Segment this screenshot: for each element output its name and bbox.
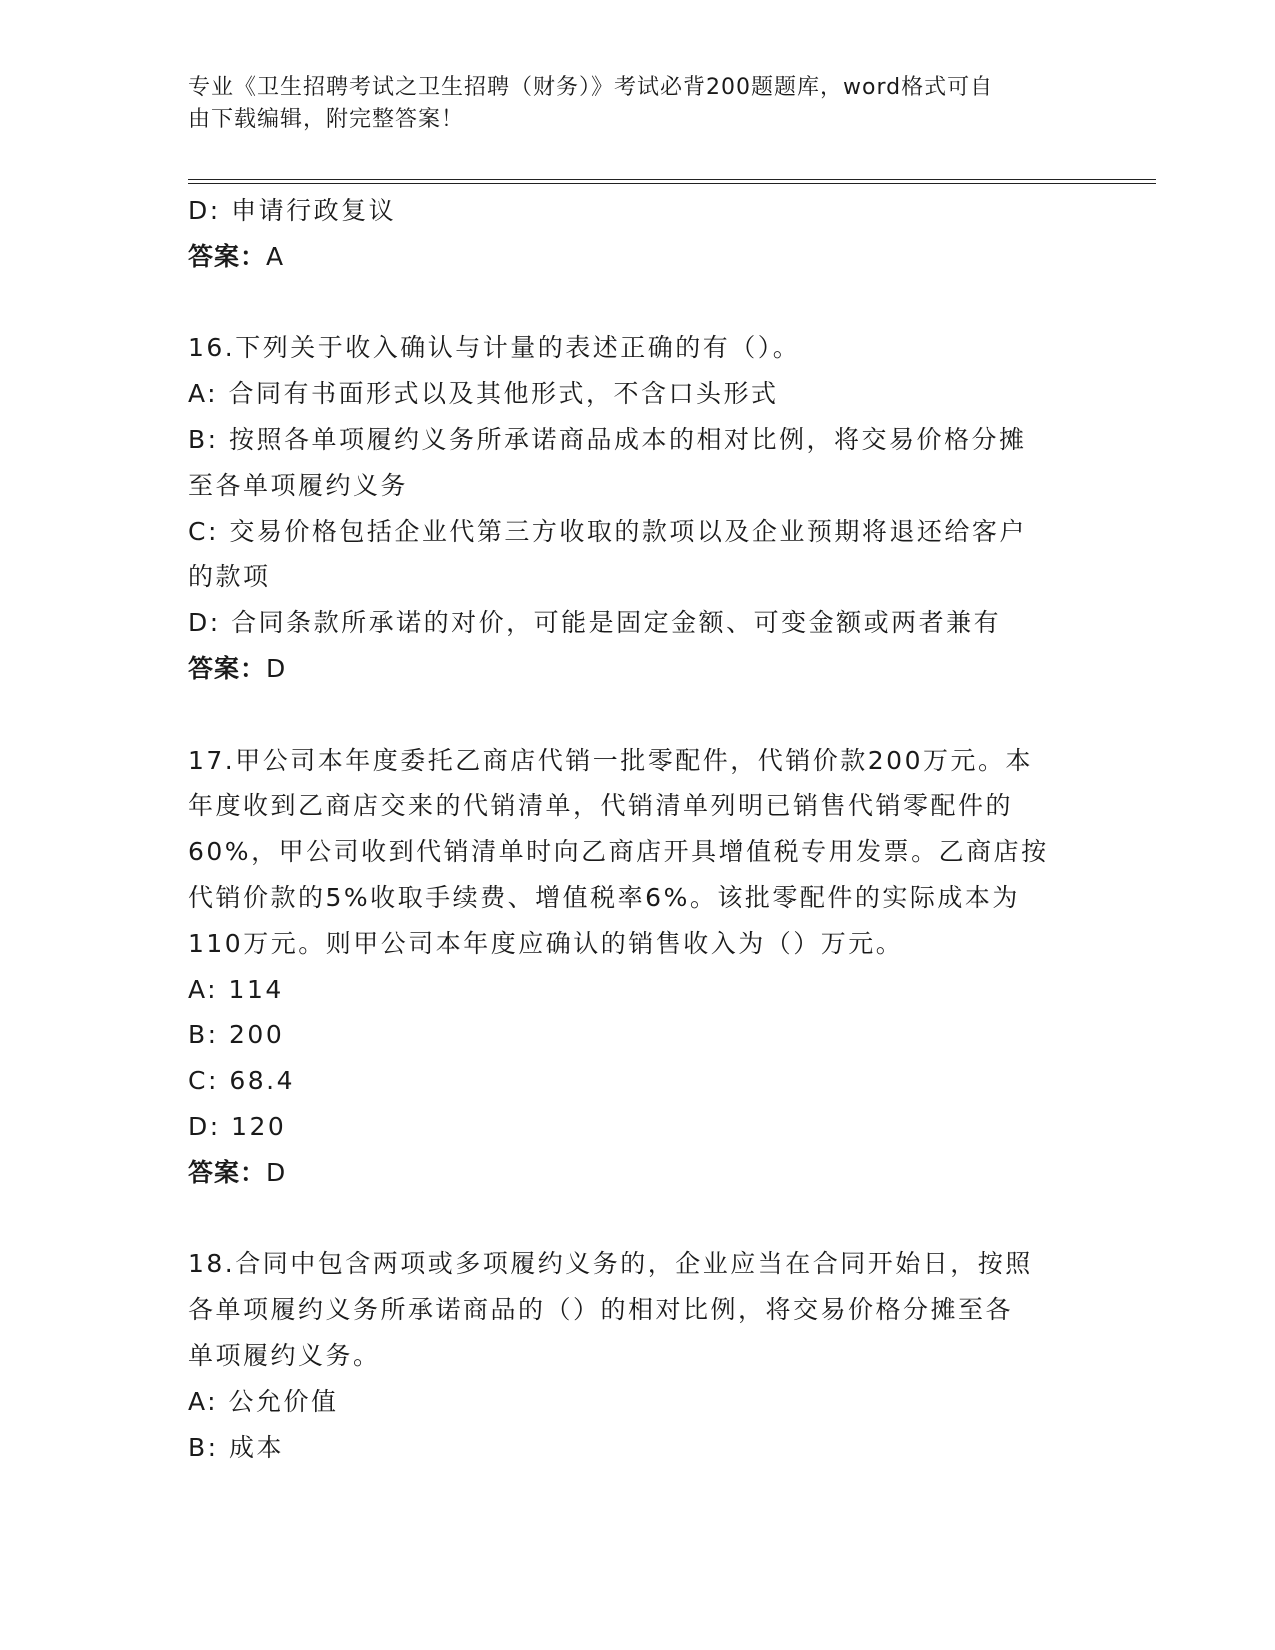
answer-value: D [266,1157,287,1187]
answer-value: D [266,653,287,683]
option-b-continued: 至各单项履约义务 [188,470,409,500]
question-stem-continued: 60%，甲公司收到代销清单时向乙商店开具增值税专用发票。乙商店按 [188,837,1049,867]
spacer [188,692,1068,738]
answer-line [188,646,1068,692]
option-b: B: 200 [188,1020,285,1050]
question-stem-continued: 各单项履约义务所承诺商品的（）的相对比例，将交易价格分摊至各 [188,1295,1014,1325]
answer-line [188,1150,1068,1196]
question-15-tail [188,188,1068,280]
answer-value: A [266,241,285,271]
option-d: D: 申请行政复议 [188,196,397,225]
question-17 [188,738,1068,1196]
question-stem-continued: 年度收到乙商店交来的代销清单，代销清单列明已销售代销零配件的 [188,791,1014,821]
question-stem: 16.下列关于收入确认与计量的表述正确的有（）。 [188,333,801,363]
question-18 [188,1241,1068,1470]
option-a: A: 114 [188,974,284,1004]
question-stem-continued: 代销价款的5%收取手续费、增值税率6%。该批零配件的实际成本为 [188,882,1020,912]
option-a: A: 合同有书面形式以及其他形式，不含口头形式 [188,379,779,409]
header-line-1: 专业《卫生招聘考试之卫生招聘（财务）》考试必背200题题库，word格式可自 [188,75,994,100]
answer-line [188,234,1068,280]
option-c-continued: 的款项 [188,562,271,592]
question-stem-continued: 110万元。则甲公司本年度应确认的销售收入为（）万元。 [188,928,904,958]
option-b: B: 按照各单项履约义务所承诺商品成本的相对比例，将交易价格分摊 [188,424,1027,454]
header-divider-bottom [188,183,1156,184]
answer-label: 答案： [188,1157,267,1187]
option-b: B: 成本 [188,1432,285,1462]
header-line-2: 由下载编辑，附完整答案！ [188,107,465,132]
option-d: D: 120 [188,1111,287,1141]
option-c: C: 68.4 [188,1066,295,1096]
answer-label: 答案： [188,653,267,683]
answer-label: 答案： [188,241,267,271]
header-divider-top [188,179,1156,180]
question-stem: 17.甲公司本年度委托乙商店代销一批零配件，代销价款200万元。本 [188,745,1033,775]
question-16 [188,325,1068,691]
spacer [188,280,1068,326]
question-content [188,188,1068,1470]
document-header [188,72,1068,136]
option-a: A: 公允价值 [188,1386,339,1416]
question-stem-continued: 单项履约义务。 [188,1340,381,1370]
option-d: D: 合同条款所承诺的对价，可能是固定金额、可变金额或两者兼有 [188,608,1002,638]
question-stem: 18.合同中包含两项或多项履约义务的，企业应当在合同开始日，按照 [188,1249,1033,1279]
spacer [188,1196,1068,1242]
option-c: C: 交易价格包括企业代第三方收取的款项以及企业预期将退还给客户 [188,516,1027,546]
